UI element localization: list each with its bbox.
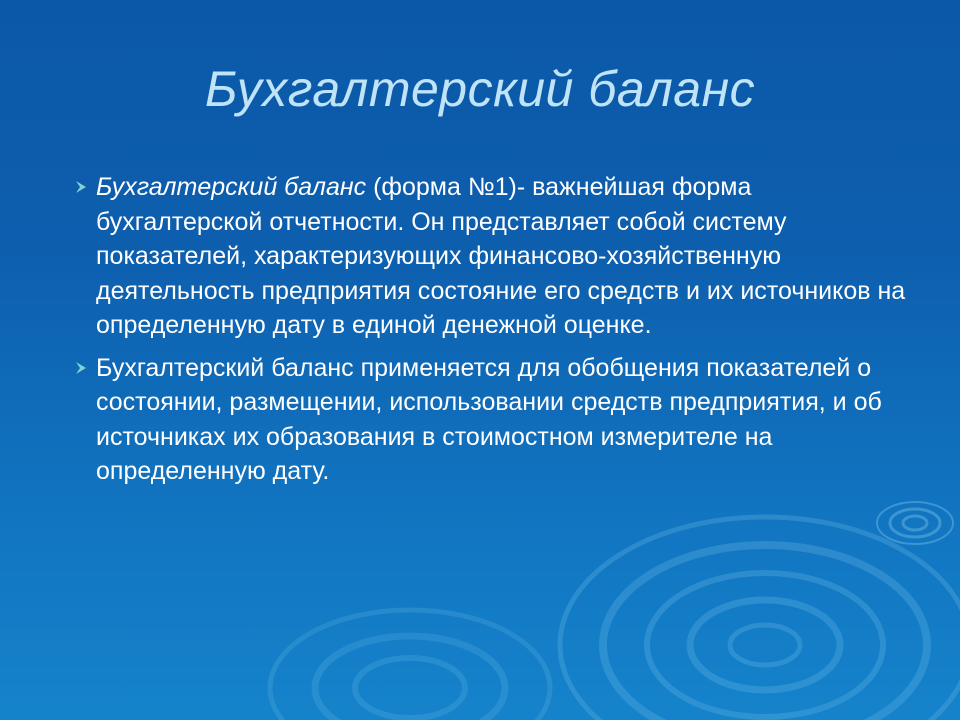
bullet-text: Бухгалтерский баланс применяется для обобщения показателей о состоянии, размещении, использовании средств предприятия, и об источниках их образования в стоимостном измерителе на определенную дату. — [96, 353, 882, 485]
bullet-item — [86, 351, 916, 489]
bullet-term: Бухгалтерский баланс — [96, 173, 367, 201]
arrow-bullet-icon — [74, 351, 90, 385]
bullet-text: (форма №1)- важнейшая форма бухгалтерской отчетности. Он представляет собой систему показателей, характеризующих финансово-хозяйственную деятельность предприятия состояние его средств и их источников на определенную дату в единой денежной оценке. — [96, 173, 906, 339]
slide-title: Бухгалтерский баланс — [204, 61, 756, 117]
bullet-list — [86, 170, 916, 497]
bullet-item — [86, 170, 916, 343]
arrow-bullet-icon — [74, 170, 90, 204]
